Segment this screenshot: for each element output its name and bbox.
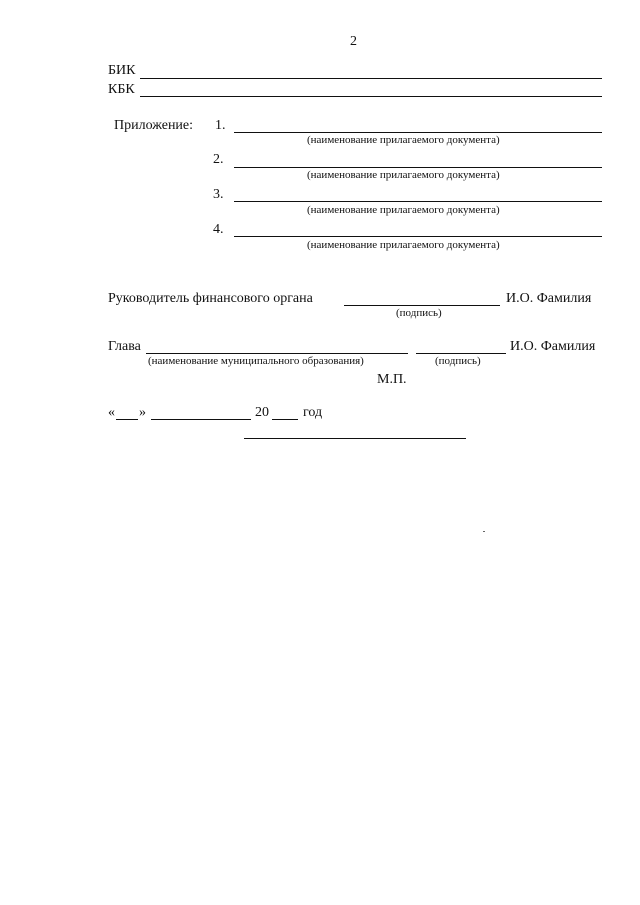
date-year-prefix: 20 [255,405,269,420]
attachment-caption-4: (наименование прилагаемого документа) [307,239,500,251]
head-name: И.О. Фамилия [510,339,596,354]
bik-field-line [140,78,602,79]
date-year-suffix: год [303,405,323,420]
finance-head-signature-caption: (подпись) [396,307,442,319]
finance-head-signature-line [344,305,500,306]
head-municipality-caption: (наименование муниципального образования) [148,355,364,367]
kbk-field-line [140,96,602,97]
attachment-number-4: 4. [213,222,224,237]
date-open-quote: « [108,405,115,420]
attachment-line-4 [234,236,602,237]
date-day-line [116,419,138,420]
bottom-line [244,438,466,439]
attachment-line-1 [234,132,602,133]
attachment-caption-3: (наименование прилагаемого документа) [307,204,500,216]
kbk-label: КБК [108,82,135,97]
date-month-line [151,419,251,420]
head-signature-line [416,353,506,354]
date-year-line [272,419,298,420]
stamp-label: М.П. [377,372,407,387]
finance-head-label: Руководитель финансового органа [108,291,313,306]
head-label: Глава [108,339,141,354]
attachment-caption-1: (наименование прилагаемого документа) [307,134,500,146]
page-number: 2 [350,34,357,49]
bik-label: БИК [108,63,136,78]
attachment-number-1: 1. [215,118,226,133]
attachment-number-3: 3. [213,187,224,202]
head-municipality-line [146,353,408,354]
attachment-number-2: 2. [213,152,224,167]
attachments-label: Приложение: [114,118,194,133]
date-close-quote: » [139,405,146,420]
scan-dot [483,531,485,532]
attachment-line-3 [234,201,602,202]
attachment-line-2 [234,167,602,168]
attachment-caption-2: (наименование прилагаемого документа) [307,169,500,181]
finance-head-name: И.О. Фамилия [506,291,592,306]
head-signature-caption: (подпись) [435,355,481,367]
